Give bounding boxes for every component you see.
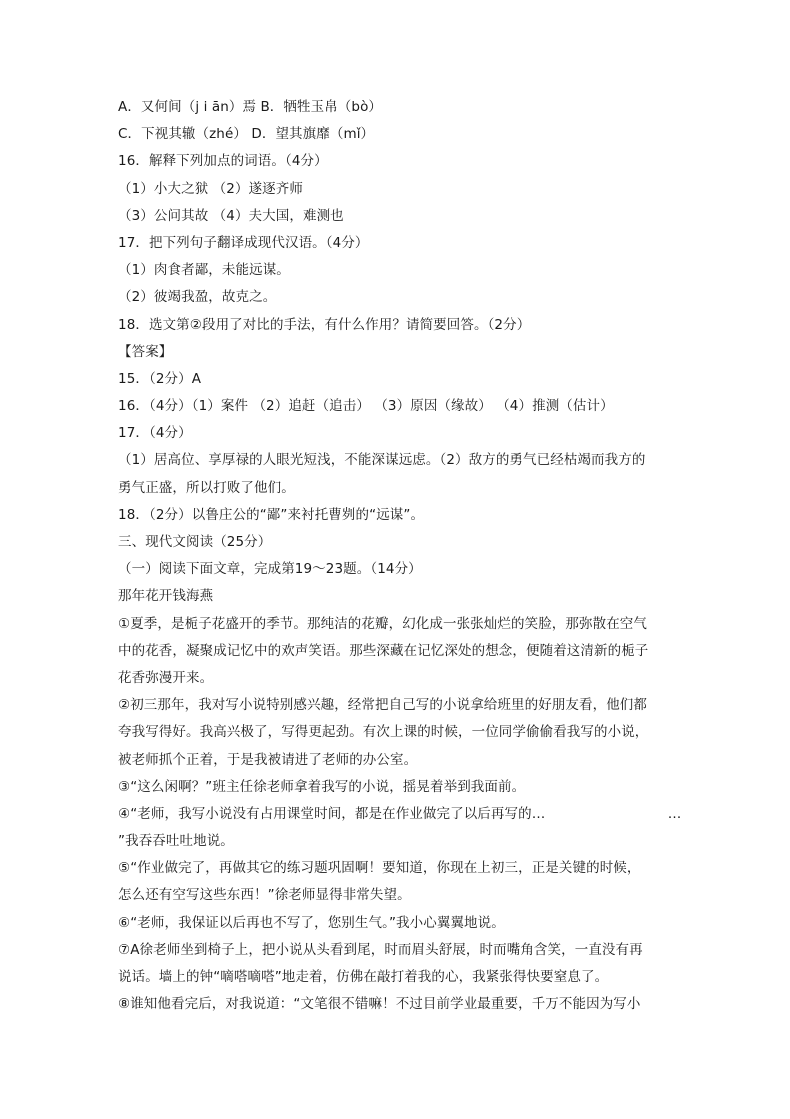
subsection-heading: （一）阅读下面文章，完成第19～23题。（14分） <box>118 561 422 578</box>
question-17-item-1: （1）肉食者鄙，未能远谋。 <box>118 262 290 279</box>
answer-16: 16．（4分）（1）案件 （2）追赶（追击） （3）原因（缘故） （4）推测（估计） <box>118 398 614 415</box>
answer-17-line-1: （1）居高位、享厚禄的人眼光短浅，不能深谋远虑。（2）敌方的勇气已经枯竭而我方的 <box>118 452 646 469</box>
document-body <box>118 94 682 1018</box>
paragraph-1-line-1: ①夏季，是栀子花盛开的季节。那纯洁的花瓣，幻化成一张张灿烂的笑脸，那弥散在空气 <box>118 615 648 632</box>
paragraph-7-line-1: ⑦A徐老师坐到椅子上，把小说从头看到尾，时而眉头舒展，时而嘴角含笑，一直没有再 <box>118 941 643 958</box>
paragraph-6: ⑥“老师，我保证以后再也不写了，您别生气。”我小心翼翼地说。 <box>118 914 505 931</box>
question-17-item-2: （2）彼竭我盈，故克之。 <box>118 289 277 306</box>
paragraph-5-line-1: ⑤“作业做完了，再做其它的练习题巩固啊！要知道，你现在上初三，正是关键的时候， <box>118 860 641 877</box>
paragraph-4-line-2: ”我吞吞吐吐地说。 <box>118 833 234 850</box>
question-18: 18．选文第②段用了对比的手法，有什么作用？请简要回答。（2分） <box>118 316 531 333</box>
article-title: 那年花开钱海燕 <box>118 588 214 605</box>
answer-17-line-2: 勇气正盛，所以打败了他们。 <box>118 479 295 496</box>
section-heading-modern-reading: 三、现代文阅读（25分） <box>118 534 272 550</box>
paragraph-2-line-1: ②初三那年，我对写小说特别感兴趣，经常把自己写的小说拿给班里的好朋友看，他们都 <box>118 697 648 714</box>
question-17: 17．把下列句子翻译成现代汉语。（4分） <box>118 234 369 251</box>
paragraph-2-line-3: 被老师抓个正着，于是我被请进了老师的办公室。 <box>118 751 418 768</box>
option-line-cd: C．下视其辙（zhé） D．望其旗靡（mǐ） <box>118 126 375 143</box>
answer-15: 15．（2分）A <box>118 370 202 387</box>
paragraph-5-line-2: 怎么还有空写这些东西！”徐老师显得非常失望。 <box>118 887 411 904</box>
question-16-items-3-4: （3）公问其故 （4）夫大国，难测也 <box>118 207 344 224</box>
paragraph-1-line-2: 中的花香，凝聚成记忆中的欢声笑语。那些深藏在记忆深处的想念，便随着这清新的栀子 <box>118 642 649 659</box>
paragraph-8-line-1: ⑧谁知他看完后，对我说道：“文笔很不错嘛！不过目前学业最重要，千万不能因为写小 <box>118 996 641 1013</box>
answer-heading: 【答案】 <box>118 343 173 360</box>
paragraph-3: ③“这么闲啊？”班主任徐老师拿着我写的小说，摇晃着举到我面前。 <box>118 778 526 795</box>
paragraph-2-line-2: 夸我写得好。我高兴极了，写得更起劲。有次上课的时候，一位同学偷偷看我写的小说， <box>118 724 649 741</box>
question-16: 16．解释下列加点的词语。（4分） <box>118 153 328 170</box>
option-line-ab: A．又何间（j i ān）焉 B．牺牲玉帛（bò） <box>118 99 383 115</box>
answer-17: 17．（4分） <box>118 425 192 442</box>
paragraph-1-line-3: 花香弥漫开来。 <box>118 669 214 686</box>
question-16-items-1-2: （1）小大之狱 （2）遂逐齐师 <box>118 180 303 197</box>
paragraph-4-line-1: ④“老师，我写小说没有占用课堂时间，都是在作业做完了以后再写的… … <box>118 805 682 822</box>
answer-18: 18．（2分）以鲁庄公的“鄙”来衬托曹刿的“远谋”。 <box>118 506 425 523</box>
paragraph-7-line-2: 说话。墙上的钟“嘀嗒嘀嗒”地走着，仿佛在敲打着我的心，我紧张得快要窒息了。 <box>118 969 609 985</box>
